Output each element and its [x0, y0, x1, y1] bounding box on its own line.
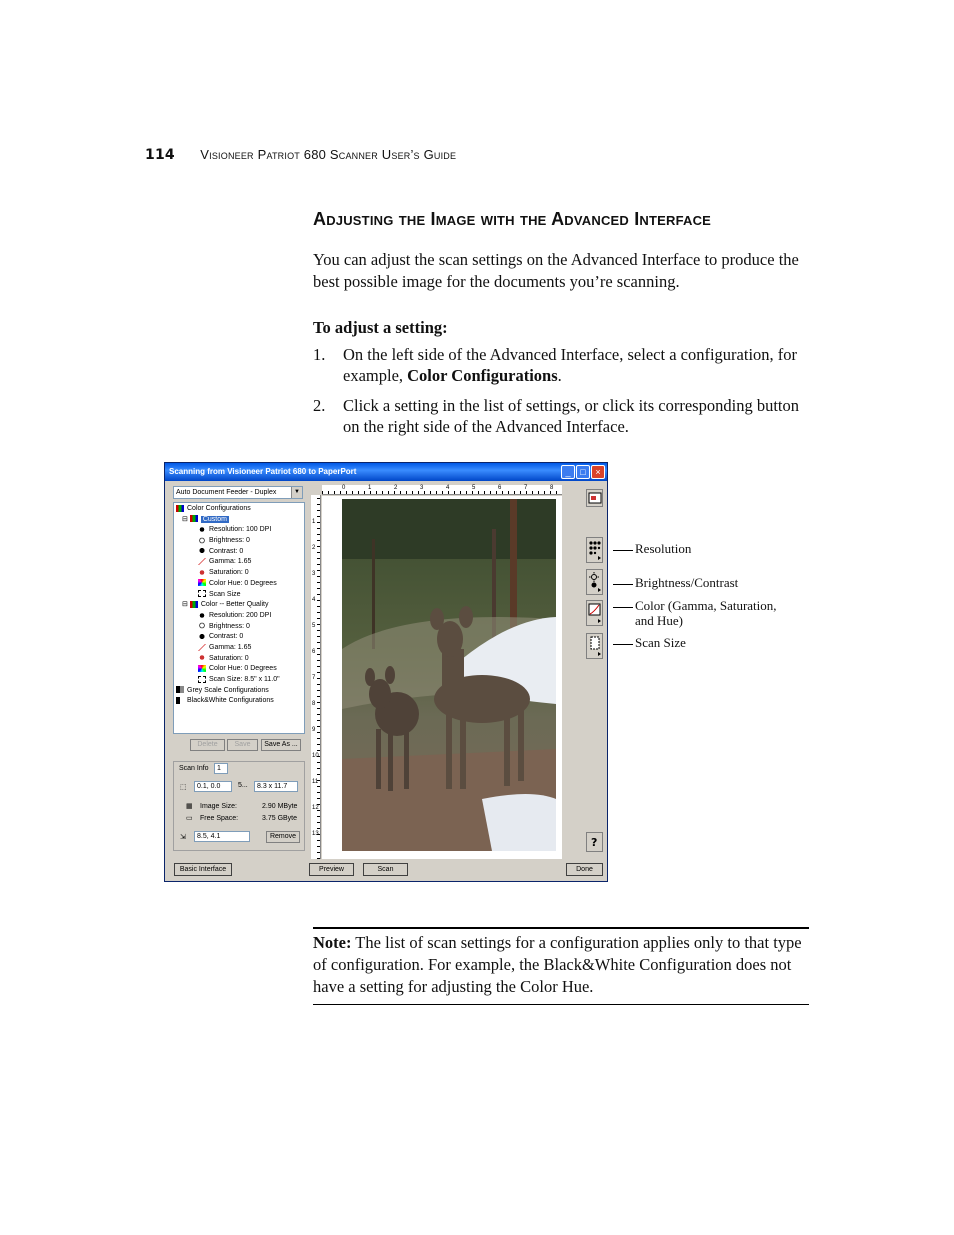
cursor-icon: ⇲	[180, 834, 186, 841]
hue-icon	[198, 579, 206, 586]
callout-line	[613, 550, 633, 551]
procedure-title: To adjust a setting:	[313, 318, 448, 337]
saturation-icon	[198, 569, 206, 576]
color-config-icon	[176, 505, 184, 512]
ruler-left-label: 5	[312, 623, 316, 629]
tree-item[interactable]	[176, 675, 302, 686]
tree-item[interactable]	[176, 696, 302, 707]
callout-brightness-text: Brightness/Contrast	[635, 575, 739, 590]
tree-item[interactable]	[176, 590, 302, 601]
image-size-value: 2.90 MByte	[262, 803, 298, 810]
help-button[interactable]	[586, 832, 603, 852]
image-size-icon: ▦	[186, 803, 193, 810]
ruler-top-label: 5	[472, 485, 476, 491]
ruler-top-label: 2	[394, 485, 398, 491]
callout-color-line2: and Hue)	[635, 613, 684, 628]
scan-size-icon	[588, 635, 602, 657]
advanced-interface-window	[164, 462, 608, 882]
tree-item-label: Saturation: 0	[209, 654, 249, 662]
ruler-top-label: 6	[498, 485, 502, 491]
ruler-left-label: 7	[312, 675, 316, 681]
tree-item-label: Scan Size: 8.5" x 11.0"	[209, 676, 280, 683]
brightness-contrast-button[interactable]	[586, 569, 603, 595]
close-button[interactable]: ×	[591, 465, 605, 479]
tree-item-label: Scan Size	[209, 590, 241, 598]
contrast-icon	[198, 633, 206, 640]
running-head	[145, 147, 456, 163]
size-field[interactable]: 8.3 x 11.7	[254, 781, 298, 792]
gamma-icon	[588, 602, 602, 624]
page-number: 114	[145, 147, 175, 163]
note-label: Note:	[313, 933, 352, 952]
tree-item-label: Contrast: 0	[209, 547, 244, 555]
expand-icon[interactable]: ⊟	[182, 601, 190, 609]
feeder-combo-value: Auto Document Feeder - Duplex	[176, 489, 277, 496]
ruler-left-label: 12	[312, 805, 319, 811]
minimize-button[interactable]: _	[561, 465, 575, 479]
callout-color-text-1: Color (Gamma, Saturation,	[635, 598, 777, 613]
ruler-top-label: 4	[446, 485, 450, 491]
tree-item[interactable]	[176, 525, 302, 536]
tree-item[interactable]	[176, 643, 302, 654]
tree-item[interactable]	[176, 632, 302, 643]
image-size-label: Image Size:	[200, 803, 237, 810]
callout-line	[613, 607, 633, 608]
scan-size-icon	[198, 590, 206, 597]
properties-icon	[588, 491, 602, 505]
free-space-value: 3.75 GByte	[262, 815, 298, 822]
steps-list	[313, 344, 803, 446]
chevron-down-icon[interactable]: ▼	[291, 487, 302, 498]
disk-icon: ▭	[186, 815, 193, 822]
expand-icon[interactable]: ⊟	[182, 515, 190, 523]
color-adjust-button[interactable]	[586, 600, 603, 626]
scan-info-panel	[173, 761, 305, 851]
tree-item-label: Color Hue: 0 Degrees	[209, 665, 277, 673]
basic-interface-button[interactable]: Basic Interface	[174, 863, 232, 876]
step-number: 1.	[313, 345, 326, 364]
resolution-icon	[198, 526, 206, 533]
tree-item[interactable]	[176, 622, 302, 633]
ruler-top-label: 1	[368, 485, 372, 491]
note-text: The list of scan settings for a configuration applies only to that type of configuration. For example, the Black&White Configuration does not have a setting for adjusting the Color Hue.	[313, 933, 802, 996]
origin-field[interactable]: 0.1, 0.0	[194, 781, 232, 792]
tree-item-label: Saturation: 0	[209, 569, 249, 577]
preview-button[interactable]: Preview	[309, 863, 354, 876]
tree-item-label: Resolution: 100 DPI	[209, 526, 272, 534]
contrast-icon	[198, 547, 206, 554]
scan-info-label: Scan Info	[179, 765, 209, 772]
tree-item-label: Black&White Configurations	[187, 697, 274, 705]
ruler-left-label: 3	[312, 571, 316, 577]
svg-text:?: ?	[591, 836, 598, 849]
scan-size-button[interactable]	[586, 633, 603, 659]
scan-size-icon	[198, 676, 206, 683]
step-text: Click a setting in the list of settings, or click its corresponding button on the right side of the Advanced Interface.	[343, 396, 799, 436]
gamma-icon	[198, 558, 206, 565]
step-number: 2.	[313, 396, 326, 415]
free-space-label: Free Space:	[200, 815, 239, 822]
save-as-button[interactable]: Save As ...	[261, 739, 301, 751]
saturation-icon	[198, 654, 206, 661]
tree-item-label: Grey Scale Configurations	[187, 686, 269, 694]
ruler-top	[322, 485, 562, 495]
delete-button[interactable]: Delete	[190, 739, 225, 751]
feeder-combo[interactable]	[173, 486, 303, 499]
callout-resolution-text: Resolution	[635, 541, 692, 556]
color-config-icon	[190, 515, 198, 522]
size-prefix: 5...	[238, 782, 248, 789]
deer-photo	[342, 499, 556, 851]
tree-item-label: Contrast: 0	[209, 633, 244, 641]
ruler-left-label: 8	[312, 701, 316, 707]
callout-line	[613, 644, 633, 645]
tree-item-label: Resolution: 200 DPI	[209, 611, 272, 619]
tree-item-label: Custom	[202, 515, 227, 523]
step-text-end: .	[557, 366, 562, 385]
callout-scan-size	[613, 635, 686, 650]
callout-line	[613, 584, 633, 585]
tree-item-label: Color Hue: 0 Degrees	[209, 579, 277, 587]
tree-item[interactable]	[176, 504, 302, 515]
step-bold-term: Color Configurations	[407, 366, 558, 385]
ruler-top-label: 0	[342, 485, 346, 491]
tree-item-label: Color Configurations	[187, 505, 251, 512]
save-button[interactable]: Save	[227, 739, 258, 751]
tree-item[interactable]	[176, 600, 302, 611]
tree-item[interactable]	[176, 579, 302, 590]
remove-button[interactable]: Remove	[266, 831, 300, 843]
gamma-icon	[198, 644, 206, 651]
brightness-icon	[588, 571, 602, 593]
origin-icon: ⬚	[180, 784, 187, 791]
resolution-button[interactable]	[586, 537, 603, 563]
tree-item[interactable]	[176, 547, 302, 558]
scan-button[interactable]: Scan	[363, 863, 408, 876]
tree-item[interactable]	[176, 568, 302, 579]
ruler-left-label: 9	[312, 727, 316, 733]
callout-brightness	[613, 575, 738, 590]
section-title: Adjusting the Image with the Advanced Interface	[313, 209, 712, 229]
callout-scan-size-text: Scan Size	[635, 635, 686, 650]
resolution-icon	[588, 539, 602, 561]
intro-paragraph: You can adjust the scan settings on the Advanced Interface to produce the best possible image for the documents you’re scanning.	[313, 250, 799, 291]
tree-item-label: Gamma: 1.65	[209, 643, 252, 651]
ruler-left-label: 10	[312, 753, 319, 759]
color-config-icon	[190, 601, 198, 608]
tree-item[interactable]	[176, 664, 302, 675]
ruler-left-label: 4	[312, 597, 316, 603]
configuration-tree[interactable]	[173, 502, 305, 734]
config-properties-button[interactable]	[586, 489, 603, 507]
ruler-top-label: 7	[524, 485, 528, 491]
callout-color	[613, 598, 777, 613]
help-icon	[588, 834, 602, 850]
done-button[interactable]: Done	[566, 863, 603, 876]
preview-image	[342, 499, 556, 851]
tree-item-label: Brightness: 0	[209, 537, 250, 545]
step-item	[313, 395, 803, 437]
note-box	[313, 927, 809, 1005]
resolution-icon	[198, 612, 206, 619]
tree-item[interactable]	[176, 686, 302, 697]
ruler-left-label: 2	[312, 545, 316, 551]
window-title: Scanning from Visioneer Patriot 680 to PaperPort	[169, 467, 357, 476]
running-title: Visioneer Patriot 680 Scanner User’s Guide	[200, 147, 457, 162]
callout-resolution	[613, 541, 691, 556]
step-item	[313, 344, 803, 386]
brightness-icon	[198, 537, 206, 544]
ruler-left-label: 11	[312, 779, 319, 785]
tree-item-label: Gamma: 1.65	[209, 558, 252, 566]
ruler-left-label: 6	[312, 649, 316, 655]
bw-config-icon	[176, 697, 184, 704]
grey-config-icon	[176, 686, 184, 693]
brightness-icon	[198, 622, 206, 629]
tree-item-label: Brightness: 0	[209, 622, 250, 630]
maximize-button[interactable]: □	[576, 465, 590, 479]
tree-item[interactable]	[176, 536, 302, 547]
scan-info-index[interactable]: 1	[214, 763, 228, 774]
step-text: On the left side of the Advanced Interface, select a configuration, for example,	[343, 345, 798, 385]
ruler-top-label: 8	[550, 485, 554, 491]
tree-item[interactable]	[176, 515, 302, 526]
hue-icon	[198, 665, 206, 672]
ruler-left-label: 1	[312, 519, 316, 525]
ruler-left-label: 13	[312, 831, 319, 837]
tree-item[interactable]	[176, 611, 302, 622]
tree-item-label: Color -- Better Quality	[200, 601, 269, 609]
tree-item[interactable]	[176, 557, 302, 568]
window-titlebar[interactable]	[165, 463, 607, 481]
ruler-top-label: 3	[420, 485, 424, 491]
ruler-left	[311, 495, 321, 859]
cursor-pos-field: 8.5, 4.1	[194, 831, 250, 842]
tree-item[interactable]	[176, 654, 302, 665]
